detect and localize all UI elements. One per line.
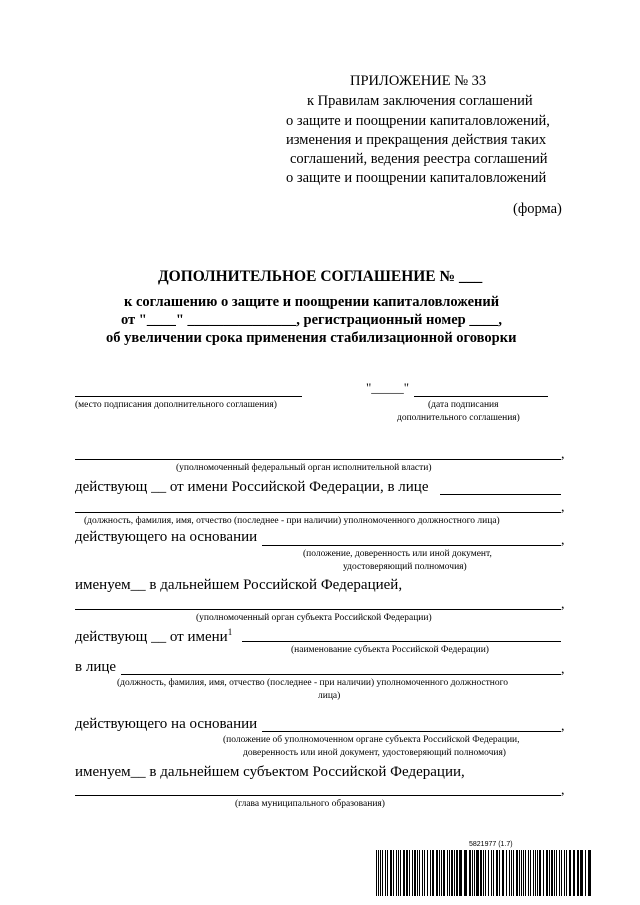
official-caption: (должность, фамилия, имя, отчество (последнее - при наличии) уполномоченного должностного лица): [84, 516, 500, 526]
annex-line-2: о защите и поощрении капиталовложений,: [286, 113, 550, 129]
comma-4: ,: [561, 597, 565, 612]
regional-body-caption: (уполномоченный орган субъекта Российской Федерации): [196, 613, 432, 623]
official-line[interactable]: [75, 512, 561, 513]
annex-line-5: о защите и поощрении капиталовложений: [286, 170, 547, 186]
basis-caption-2: удостоверяющий полномочия): [343, 562, 467, 572]
regional-official-caption-2: лица): [318, 691, 341, 701]
subtitle-line-3: об увеличении срока применения стабилизационной оговорки: [106, 330, 517, 346]
barcode-icon: [376, 850, 592, 896]
regional-official-caption-1: (должность, фамилия, имя, отчество (последнее - при наличии) уполномоченного должностного: [117, 678, 509, 688]
barcode-number: 5821977 (1.7): [469, 841, 513, 848]
date-caption-1: (дата подписания: [428, 400, 499, 410]
annex-line-4: соглашений, ведения реестра соглашений: [290, 151, 548, 167]
named-subject-text: именуем__ в дальнейшем субъектом Российской Федерации,: [75, 764, 465, 780]
date-line[interactable]: [414, 396, 548, 397]
acting-from-label: действующ __ от имени: [75, 629, 228, 645]
document-title: ДОПОЛНИТЕЛЬНОЕ СОГЛАШЕНИЕ № ___: [158, 268, 483, 285]
federal-body-caption: (уполномоченный федеральный орган исполнительной власти): [176, 463, 432, 473]
in-person-text: в лице: [75, 659, 117, 675]
comma-1: ,: [561, 447, 565, 462]
comma-5: ,: [561, 662, 565, 677]
subtitle-line-1: к соглашению о защите и поощрении капиталовложений: [124, 294, 500, 310]
regional-basis-caption-2: доверенность или иной документ, удостоверяющий полномочия): [243, 748, 506, 758]
subtitle-line-2: от "____" _______________, регистрационный номер ____,: [121, 312, 502, 328]
comma-6: ,: [561, 719, 565, 734]
acting-basis-text-1: действующего на основании: [75, 529, 258, 545]
regional-basis-caption-1: (положение об уполномоченном органе субъекта Российской Федерации,: [223, 735, 520, 745]
municipal-head-caption: (глава муниципального образования): [235, 799, 385, 809]
region-name-caption: (наименование субъекта Российской Федерации): [291, 645, 489, 655]
federal-body-line[interactable]: [75, 459, 561, 460]
basis-caption-1: (положение, доверенность или иной документ,: [303, 549, 492, 559]
comma-7: ,: [561, 783, 565, 798]
date-quotes: "_____": [366, 380, 410, 395]
region-name-line[interactable]: [242, 641, 561, 642]
named-rf-text: именуем__ в дальнейшем Российской Федерацией,: [75, 577, 403, 593]
place-line[interactable]: [75, 396, 302, 397]
comma-3: ,: [561, 533, 565, 548]
regional-official-line[interactable]: [121, 674, 561, 675]
comma-2: ,: [561, 500, 565, 515]
acting-rf-text: действующ __ от имени Российской Федерации, в лице: [75, 479, 429, 495]
basis-line-1[interactable]: [262, 545, 561, 546]
basis-line-2[interactable]: [262, 731, 561, 732]
form-label: (форма): [513, 201, 562, 217]
footnote-mark: 1: [227, 627, 233, 637]
annex-title: ПРИЛОЖЕНИЕ № 33: [350, 73, 487, 89]
municipal-head-line[interactable]: [75, 795, 561, 796]
date-caption-2: дополнительного соглашения): [397, 413, 520, 423]
place-caption: (место подписания дополнительного соглашения): [75, 400, 277, 410]
regional-body-line[interactable]: [75, 609, 561, 610]
acting-from-text: [75, 627, 232, 646]
annex-line-1: к Правилам заключения соглашений: [307, 93, 533, 109]
acting-rf-line[interactable]: [440, 494, 561, 495]
annex-line-3: изменения и прекращения действия таких: [286, 132, 547, 148]
acting-basis-text-2: действующего на основании: [75, 716, 258, 732]
